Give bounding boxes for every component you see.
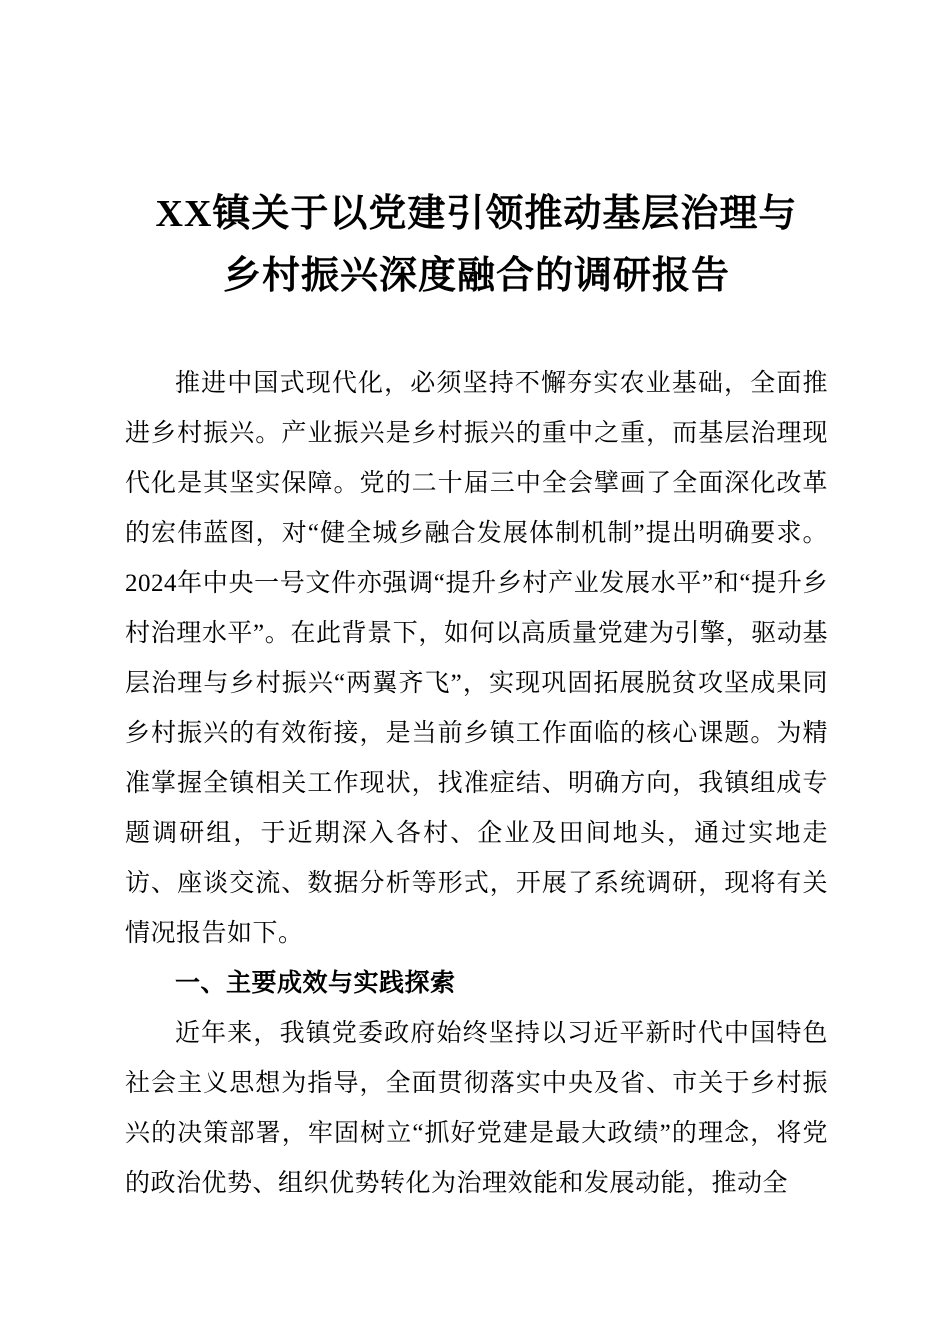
section-1-paragraph: 近年来，我镇党委政府始终坚持以习近平新时代中国特色社会主义思想为指导，全面贯彻落实中央及省、市关于乡村振兴的决策部署，牢固树立“抓好党建是最大政绩”的理念，将党的政治优势、组织优势转化为治理效能和发展动能，推动全: [125, 1020, 828, 1197]
intro-paragraph: 推进中国式现代化，必须坚持不懈夯实农业基础，全面推进乡村振兴。产业振兴是乡村振兴的重中之重，而基层治理现代化是其坚实保障。党的二十届三中全会擘画了全面深化改革的宏伟蓝图，对“健全城乡融合发展体制机制”提出明确要求。2024年中央一号文件亦强调“提升乡村产业发展水平”和“提升乡村治理水平”。在此背景下，如何以高质量党建为引擎，驱动基层治理与乡村振兴“两翼齐飞”，实现巩固拓展脱贫攻坚成果同乡村振兴的有效衔接，是当前乡镇工作面临的核心课题。为精准掌握全镇相关工作现状，找准症结、明确方向，我镇组成专题调研组，于近期深入各村、企业及田间地头，通过实地走访、座谈交流、数据分析等形式，开展了系统调研，现将有关情况报告如下。: [125, 370, 828, 947]
document-title-line-2: 乡村振兴深度融合的调研报告: [222, 255, 730, 297]
section-1-heading: 一、主要成效与实践探索: [175, 970, 456, 997]
document-title: [125, 183, 828, 307]
document-title-line-1: XX镇关于以党建引领推动基层治理与: [155, 193, 798, 235]
